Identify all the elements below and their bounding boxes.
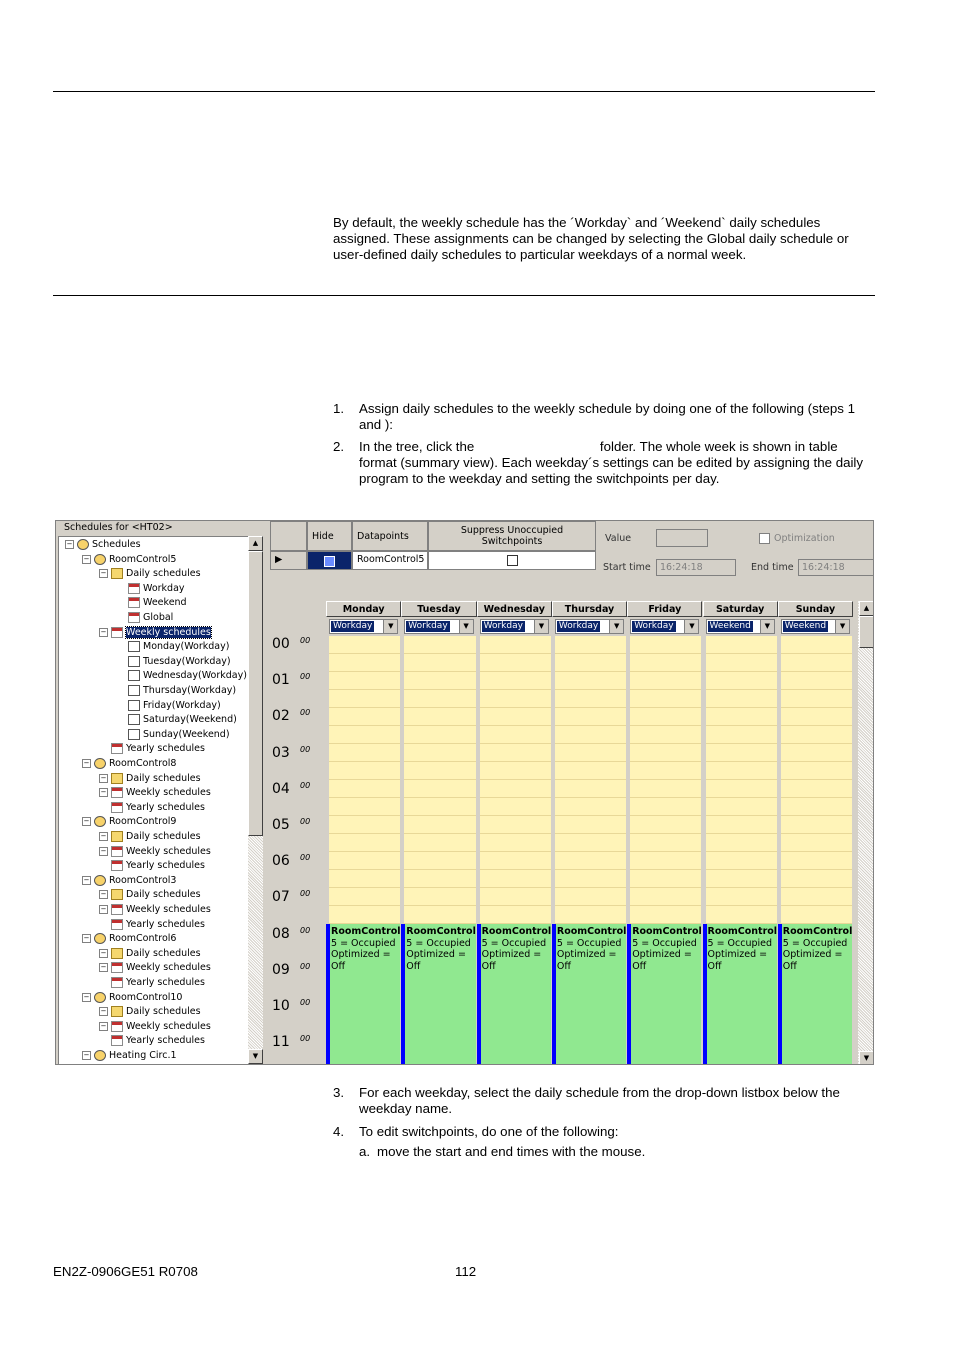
expand-toggle-icon[interactable]: − (100, 905, 107, 913)
day-header: Friday (627, 601, 702, 617)
tree-item-label: RoomControl10 (109, 991, 183, 1003)
tree-caption: Schedules for <HT02> (64, 522, 173, 533)
hour-minutes: 00 (300, 889, 311, 899)
schedules-icon (77, 539, 89, 550)
period-text-line: Optimized = (481, 949, 542, 960)
period-text-line: Off (707, 960, 722, 972)
day-header: Wednesday (477, 601, 552, 617)
tree-item-label: RoomControl9 (109, 816, 177, 828)
daily-schedule-select[interactable] (781, 619, 850, 634)
tree-item[interactable] (99, 801, 205, 815)
day-header: Monday (326, 601, 401, 617)
tree-item[interactable] (65, 538, 141, 552)
daily-schedule-value: Weekend (709, 621, 751, 631)
period-text-line: Off (782, 960, 797, 972)
unoccupied-period[interactable] (555, 636, 626, 924)
daily-schedule-value: Workday (408, 621, 448, 631)
tree-item-label: Weekly schedules (126, 626, 211, 638)
tree-item[interactable] (99, 976, 205, 990)
tree-item-label: Daily schedules (126, 889, 201, 901)
tree-item-label: RoomControl5 (109, 553, 177, 565)
day-column[interactable] (401, 636, 475, 1065)
calendar-icon (111, 860, 123, 871)
tree-item[interactable] (99, 947, 201, 961)
period-text-line: 5 = Occupied (707, 937, 773, 949)
hour-minutes: 00 (300, 998, 311, 1007)
unoccupied-period[interactable] (781, 636, 852, 924)
hour-minutes: 00 (300, 853, 311, 863)
period-text (331, 926, 401, 972)
tree-item[interactable] (99, 1034, 205, 1048)
tree-item-label: Wednesday(Workday) (143, 670, 247, 682)
daily-schedule-select[interactable] (706, 619, 775, 634)
step-text: To edit switchpoints, do one of the following: (359, 1124, 619, 1139)
daily-schedule-value: Workday (483, 621, 523, 631)
tree-item[interactable] (116, 713, 237, 727)
hour-label (272, 853, 311, 870)
tree-item-label: Thursday(Workday) (143, 685, 237, 696)
period-text-line: RoomControl (782, 926, 853, 937)
calendar-icon (111, 802, 123, 813)
row-indicator: ▶ (270, 551, 307, 570)
clock-icon (94, 875, 106, 886)
period-text-line: Off (632, 960, 647, 972)
period-text-line: RoomControl (556, 926, 627, 937)
tree-item-label: Yearly schedules (126, 860, 205, 872)
step-number: 4. (333, 1124, 345, 1139)
calendar-icon (111, 627, 123, 638)
period-text-line: Optimized = (406, 949, 466, 960)
hour-label (272, 708, 311, 725)
folder-icon (111, 773, 123, 784)
tree-item-label: Weekly schedules (126, 845, 211, 857)
tree-item[interactable] (99, 830, 201, 844)
calendar-scrollbar[interactable] (858, 601, 874, 1065)
tree-item-label: RoomControl8 (109, 758, 177, 769)
tree-item-label: Saturday(Weekend) (143, 714, 237, 726)
chevron-down-icon[interactable]: ▼ (760, 620, 774, 633)
hour-label (272, 961, 311, 978)
daily-schedule-select[interactable] (555, 619, 624, 634)
hour-value: 01 (272, 672, 290, 689)
expand-toggle-icon[interactable]: − (100, 1021, 107, 1030)
calendar-icon (111, 787, 123, 798)
tree-item-label: Tuesday(Workday) (143, 655, 231, 667)
tree-item-label: Yearly schedules (126, 977, 205, 988)
period-text (482, 926, 552, 972)
hour-label (272, 817, 311, 833)
end-time-label: End time (751, 562, 794, 573)
tree-item-label: Global (143, 612, 174, 623)
day-icon (128, 714, 140, 725)
chevron-down-icon[interactable]: ▼ (835, 620, 849, 633)
period-text-line: 5 = Occupied (331, 937, 396, 949)
tree-item[interactable] (99, 1005, 201, 1019)
step-4a (359, 1144, 879, 1162)
switchpoint-handle[interactable] (552, 924, 556, 1065)
clock-icon (94, 554, 106, 565)
tree-item[interactable] (99, 888, 201, 902)
start-time-field[interactable]: 16:24:18 (656, 559, 736, 576)
tree-item-label: Weekend (143, 597, 187, 609)
tree-item[interactable] (116, 655, 231, 669)
day-icon (128, 641, 140, 652)
hour-label (272, 998, 311, 1014)
folder-icon (111, 831, 123, 842)
switchpoint-handle[interactable] (778, 924, 782, 1065)
period-text-line: RoomControl (707, 926, 778, 937)
expand-toggle-icon[interactable]: − (100, 963, 107, 972)
day-column[interactable] (326, 636, 400, 1065)
value-label: Value (605, 533, 632, 544)
calendar-icon (111, 904, 123, 915)
hour-value: 11 (272, 1034, 290, 1051)
period-text-line: 5 = Occupied (406, 937, 471, 949)
tree-item-label: Yearly schedules (126, 743, 205, 755)
tree-item[interactable] (99, 786, 211, 800)
expand-toggle-icon[interactable]: − (83, 759, 90, 767)
expand-toggle-icon[interactable]: − (66, 540, 73, 548)
clock-icon (94, 933, 106, 944)
step-number: 1. (333, 401, 345, 416)
hour-minutes: 00 (300, 780, 311, 790)
optimization-label: Optimization (774, 533, 835, 544)
hour-label (272, 744, 311, 761)
daily-schedule-value: Workday (333, 621, 373, 631)
step-1 (333, 401, 878, 435)
unoccupied-period[interactable] (706, 636, 777, 924)
chevron-down-icon[interactable]: ▼ (459, 620, 473, 633)
scroll-up-icon[interactable]: ▲ (248, 536, 263, 551)
period-text-line: 5 = Occupied (632, 937, 697, 949)
hour-value: 06 (272, 853, 290, 870)
switchpoint-handle[interactable] (477, 924, 481, 1065)
period-text (783, 926, 853, 972)
expand-toggle-icon[interactable]: − (83, 554, 90, 563)
footer-page-number: 112 (455, 1264, 477, 1279)
suppress-checkbox[interactable] (428, 551, 596, 570)
daily-schedule-select[interactable] (630, 619, 699, 634)
period-text-line: 5 = Occupied (782, 937, 848, 949)
scroll-up-icon[interactable]: ▲ (859, 601, 874, 616)
schedule-tree (58, 536, 250, 1065)
expand-toggle-icon[interactable]: − (100, 773, 107, 782)
tree-scroll-thumb[interactable] (248, 551, 263, 836)
expand-toggle-icon[interactable]: − (100, 948, 107, 957)
period-text-line: Off (331, 960, 346, 972)
daily-schedule-value: Weekend (784, 621, 827, 631)
step-3 (333, 1085, 878, 1119)
tree-item-label: Schedules (92, 539, 141, 550)
intro-paragraph: By default, the weekly schedule has the ´Workday` and ´Weekend` daily schedules assigned. These assignments can be changed by selecting the Global daily schedule or user-defined daily schedules to particular weekdays of a normal week. (333, 215, 849, 262)
tree-item-label: Weekly schedules (126, 1020, 211, 1032)
tree-item[interactable] (99, 961, 211, 975)
tree-item[interactable] (116, 699, 221, 713)
step-text: For each weekday, select the daily schedule from the drop-down listbox below the weekday name. (359, 1085, 840, 1116)
chevron-down-icon[interactable]: ▼ (609, 620, 623, 633)
tree-item[interactable] (99, 903, 211, 917)
optimization-checkbox[interactable] (759, 533, 770, 544)
day-icon (128, 685, 140, 696)
tree-item[interactable] (82, 815, 176, 829)
hour-minutes: 00 (300, 1034, 311, 1044)
hour-minutes: 00 (300, 744, 311, 754)
hour-value: 02 (272, 708, 290, 725)
week-calendar (270, 601, 874, 1065)
folder-icon (111, 568, 123, 579)
expand-toggle-icon[interactable]: − (100, 846, 107, 855)
folder-icon (111, 948, 123, 959)
expand-toggle-icon[interactable]: − (100, 832, 107, 840)
expand-toggle-icon[interactable]: − (83, 817, 90, 826)
period-text-line: Off (481, 960, 496, 972)
tree-item-label: Sunday(Weekend) (143, 728, 230, 740)
expand-toggle-icon[interactable]: − (100, 569, 107, 578)
tree-item-label: RoomControl6 (109, 933, 177, 945)
hour-value: 07 (272, 889, 290, 906)
period-text-line: RoomControl (406, 926, 476, 937)
daily-schedule-value: Workday (634, 621, 674, 631)
day-header: Saturday (703, 601, 778, 617)
unoccupied-period[interactable] (329, 636, 400, 924)
hour-minutes: 00 (300, 925, 311, 935)
calendar-icon (128, 612, 140, 623)
period-text-line: Optimized = (331, 949, 391, 960)
hour-minutes: 00 (300, 672, 311, 682)
tree-item[interactable] (99, 742, 205, 756)
calendar-icon (111, 743, 123, 754)
tree-item[interactable] (116, 669, 247, 683)
period-text-line: Optimized = (782, 949, 843, 960)
tree-item-label: Daily schedules (126, 831, 201, 842)
tree-item[interactable] (99, 567, 201, 581)
calendar-icon (128, 583, 140, 594)
tree-item-label: Yearly schedules (126, 918, 205, 930)
hour-value: 05 (272, 817, 290, 833)
clock-icon (94, 992, 106, 1003)
hour-value: 09 (272, 961, 290, 978)
schedule-screenshot (55, 520, 874, 1065)
step-number: 2. (333, 439, 345, 454)
day-column[interactable] (703, 636, 777, 1065)
clock-icon (94, 816, 106, 827)
day-header: Sunday (778, 601, 853, 617)
day-icon (128, 670, 140, 681)
calendar-scroll-thumb[interactable] (859, 616, 874, 648)
hide-checkbox[interactable] (307, 551, 352, 570)
top-rule (53, 91, 875, 92)
unoccupied-period[interactable] (480, 636, 551, 924)
step-text: In the tree, click the folder. The whole week is shown in table format (summary view). Each weekday´s settings can be edited by assigning the daily program to the weekday and setting the switchpoints per day. (359, 439, 867, 486)
scroll-down-icon[interactable]: ▼ (859, 1051, 874, 1065)
calendar-icon (111, 1021, 123, 1032)
day-icon (128, 729, 140, 740)
period-text (406, 926, 476, 972)
tree-item[interactable] (82, 553, 176, 567)
schedule-editor (270, 521, 874, 1065)
tree-item[interactable] (82, 874, 176, 888)
expand-toggle-icon[interactable]: − (100, 627, 107, 636)
hour-label (272, 780, 311, 797)
start-time-label: Start time (603, 562, 651, 573)
datapoints-header: Datapoints (352, 521, 428, 551)
expand-toggle-icon[interactable]: − (83, 934, 90, 943)
folder-icon (111, 889, 123, 900)
step-text: move the start and end times with the mouse. (377, 1144, 646, 1159)
hour-label (272, 889, 311, 906)
tree-item[interactable] (116, 611, 173, 625)
day-column[interactable] (778, 636, 852, 1065)
calendar-icon (111, 846, 123, 857)
hour-minutes: 00 (300, 636, 311, 645)
tree-panel (56, 521, 267, 1065)
datapoint-cell[interactable]: RoomControl5 (352, 551, 428, 570)
tree-item-label: Weekly schedules (126, 962, 211, 974)
value-field[interactable] (656, 529, 708, 547)
period-text-line: RoomControl (481, 926, 552, 937)
calendar-icon (111, 919, 123, 930)
daily-schedule-select[interactable] (329, 619, 398, 634)
tree-item[interactable] (82, 1049, 177, 1063)
tree-item[interactable] (99, 845, 211, 859)
calendar-icon (111, 962, 123, 973)
end-time-field[interactable]: 16:24:18 (798, 559, 874, 576)
tree-item-label: Monday(Workday) (143, 641, 230, 653)
period-text-line: Off (556, 960, 571, 972)
hour-value: 08 (272, 925, 290, 942)
section-rule (53, 295, 875, 296)
hour-label (272, 636, 311, 652)
hour-value: 00 (272, 636, 290, 652)
tree-item[interactable] (82, 991, 182, 1005)
period-text-line: RoomControl (331, 926, 401, 937)
tree-item[interactable] (82, 932, 176, 946)
hour-minutes: 00 (300, 708, 311, 718)
tree-item-label: Daily schedules (126, 947, 201, 959)
period-text-line: 5 = Occupied (556, 937, 622, 949)
period-text (708, 926, 778, 972)
hour-value: 03 (272, 744, 290, 761)
tree-item-label: Heating Circ.1 (109, 1050, 177, 1061)
folder-icon (111, 1006, 123, 1017)
tree-item[interactable] (99, 918, 205, 932)
chevron-down-icon[interactable]: ▼ (684, 620, 698, 633)
footer-doc-id: EN2Z-0906GE51 R0708 (53, 1264, 198, 1279)
step-4 (333, 1124, 878, 1142)
tree-item-label: Daily schedules (126, 568, 201, 580)
day-icon (128, 700, 140, 711)
hour-label (272, 1034, 311, 1051)
tree-item-label: Yearly schedules (126, 801, 205, 813)
daily-schedule-select[interactable] (480, 619, 549, 634)
day-column[interactable] (627, 636, 701, 1065)
tree-item-label: Daily schedules (126, 772, 201, 784)
switchpoint-handle[interactable] (627, 924, 631, 1065)
unoccupied-period[interactable] (630, 636, 701, 924)
period-text-line: RoomControl (632, 926, 702, 937)
unoccupied-period[interactable] (404, 636, 475, 924)
hour-minutes: 00 (300, 961, 311, 971)
calendar-icon (111, 1035, 123, 1046)
period-text-line: Optimized = (707, 949, 768, 960)
tree-item[interactable] (116, 684, 236, 698)
expand-toggle-icon[interactable]: − (100, 1007, 107, 1016)
switchpoint-handle[interactable] (703, 924, 707, 1065)
row-indicator-header (270, 521, 307, 551)
period-text-line: 5 = Occupied (481, 937, 547, 949)
period-text-line: Optimized = (556, 949, 617, 960)
step-text: Assign daily schedules to the weekly schedule by doing one of the following (steps 1 and ): (359, 401, 855, 432)
expand-toggle-icon[interactable]: − (100, 890, 107, 899)
hour-value: 10 (272, 998, 290, 1014)
hour-value: 04 (272, 780, 290, 797)
tree-item[interactable] (116, 640, 229, 654)
tree-item[interactable] (99, 626, 211, 640)
calendar-icon (111, 977, 123, 988)
step-number: 3. (333, 1085, 345, 1100)
period-text (557, 926, 627, 972)
step-2 (333, 439, 878, 489)
hour-minutes: 00 (300, 817, 311, 826)
daily-schedule-select[interactable] (404, 619, 473, 634)
day-icon (128, 656, 140, 667)
expand-toggle-icon[interactable]: − (83, 992, 90, 1001)
day-column[interactable] (552, 636, 626, 1065)
chevron-down-icon[interactable]: ▼ (383, 620, 397, 633)
tree-item-label: Weekly schedules (126, 904, 211, 915)
tree-item-label: Friday(Workday) (143, 699, 221, 711)
tree-item[interactable] (116, 728, 230, 742)
switchpoint-handle[interactable] (326, 924, 330, 1065)
tree-item-label: Yearly schedules (126, 1035, 205, 1047)
expand-toggle-icon[interactable]: − (83, 1051, 90, 1059)
tree-item[interactable] (116, 596, 187, 610)
period-text-line: Off (406, 960, 421, 972)
clock-icon (94, 1050, 106, 1061)
hide-header: Hide (307, 521, 352, 551)
tree-item-label: RoomControl3 (109, 874, 177, 886)
expand-toggle-icon[interactable]: − (83, 875, 90, 884)
period-text (632, 926, 702, 972)
chevron-down-icon[interactable]: ▼ (534, 620, 548, 633)
expand-toggle-icon[interactable]: − (100, 788, 107, 797)
suppress-header: Suppress Unoccupied Switchpoints (428, 521, 596, 551)
tree-item-label: Daily schedules (126, 1006, 201, 1018)
tree-item[interactable] (99, 772, 201, 786)
tree-item[interactable] (99, 859, 205, 873)
period-text-line: Optimized = (632, 949, 692, 960)
tree-item[interactable] (116, 582, 185, 596)
tree-item[interactable] (82, 757, 176, 771)
daily-schedule-value: Workday (558, 621, 599, 631)
scroll-down-icon[interactable]: ▼ (248, 1049, 263, 1064)
calendar-icon (128, 597, 140, 608)
tree-item-label: Weekly schedules (126, 787, 211, 799)
day-column[interactable] (477, 636, 551, 1065)
hour-label (272, 672, 311, 689)
tree-item-label: Workday (143, 582, 185, 594)
tree-item[interactable] (99, 1020, 211, 1034)
clock-icon (94, 758, 106, 769)
day-header: Tuesday (401, 601, 476, 617)
step-number: a. (359, 1144, 371, 1159)
day-header: Thursday (552, 601, 627, 617)
switchpoint-handle[interactable] (401, 924, 405, 1065)
hour-label (272, 925, 311, 942)
